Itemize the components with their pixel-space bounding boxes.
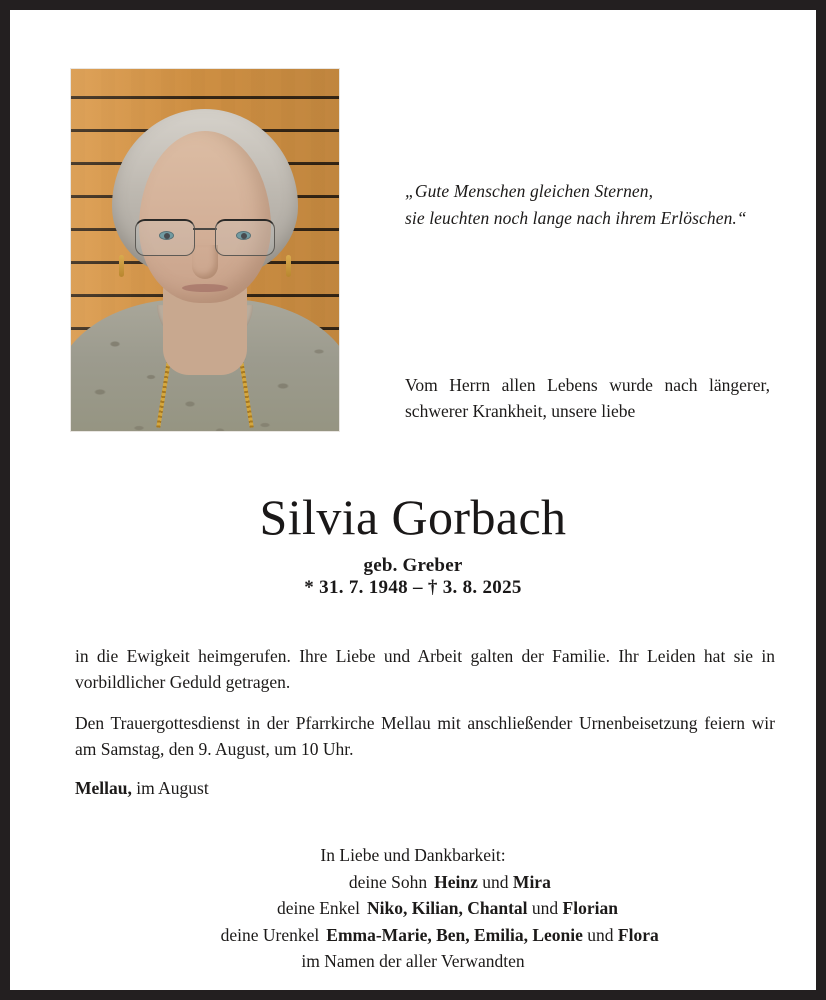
family-row xyxy=(10,869,816,896)
name-group-secondary: Florian xyxy=(562,898,618,919)
portrait-photo xyxy=(71,69,339,431)
relation-names xyxy=(434,869,551,896)
relation-label: deine Sohn xyxy=(348,871,428,892)
mouth xyxy=(182,284,228,292)
family-row xyxy=(10,895,816,922)
name-group-primary: Niko, Kilian, Chantal xyxy=(367,898,528,919)
name-group-secondary: Flora xyxy=(617,924,659,945)
memorial-quote xyxy=(405,178,795,232)
conjunction: und xyxy=(531,898,559,919)
quote-line-2: sie leuchten noch lange nach ihrem Erlöschen.“ xyxy=(405,208,747,229)
conjunction: und xyxy=(587,924,614,945)
conjunction: und xyxy=(482,871,509,892)
name-group-secondary: Mira xyxy=(512,871,551,892)
relation-label: deine Urenkel xyxy=(220,924,320,945)
place-month: im August xyxy=(136,778,209,798)
notice-paper xyxy=(10,10,816,990)
intro-text: Vom Herrn allen Lebens wurde nach längerer, schwerer Krankheit, unsere liebe xyxy=(405,375,770,422)
family-headline: In Liebe und Dankbarkeit: xyxy=(320,845,506,865)
lens-right xyxy=(215,219,275,256)
family-block xyxy=(10,842,816,975)
deceased-dates: * 31. 7. 1948 – † 3. 8. 2025 xyxy=(304,577,522,598)
relation-label: deine Enkel xyxy=(276,898,361,919)
name-group-primary: Heinz xyxy=(434,871,478,892)
place-and-date xyxy=(75,778,209,799)
lens-left xyxy=(135,219,195,256)
paragraph-one: in die Ewigkeit heimgerufen. Ihre Liebe und Arbeit galten der Familie. Ihr Leiden hat sie in vorbildlicher Geduld getragen. xyxy=(75,646,775,692)
quote-line-1: „Gute Menschen gleichen Sternen, xyxy=(405,181,654,201)
deceased-name: Silvia Gorbach xyxy=(259,489,567,545)
relation-names xyxy=(367,895,618,922)
earring-left xyxy=(119,255,124,277)
name-group-primary: Emma-Marie, Ben, Emilia, Leonie xyxy=(326,924,583,945)
relation-names xyxy=(326,922,658,949)
eyeglasses xyxy=(135,219,275,255)
paragraph-two: Den Trauergottesdienst in der Pfarrkirche Mellau mit anschließender Urnenbeisetzung feiern wir am Samstag, den 9. August, um 10 Uhr. xyxy=(75,713,775,759)
deceased-maiden-name: geb. Greber xyxy=(363,555,463,576)
earring-right xyxy=(286,255,291,277)
glasses-bridge xyxy=(193,228,217,230)
family-closing: im Namen der aller Verwandten xyxy=(301,951,525,972)
family-row xyxy=(10,922,816,949)
portrait-photo-frame xyxy=(70,68,340,432)
place-town: Mellau, xyxy=(75,778,132,798)
